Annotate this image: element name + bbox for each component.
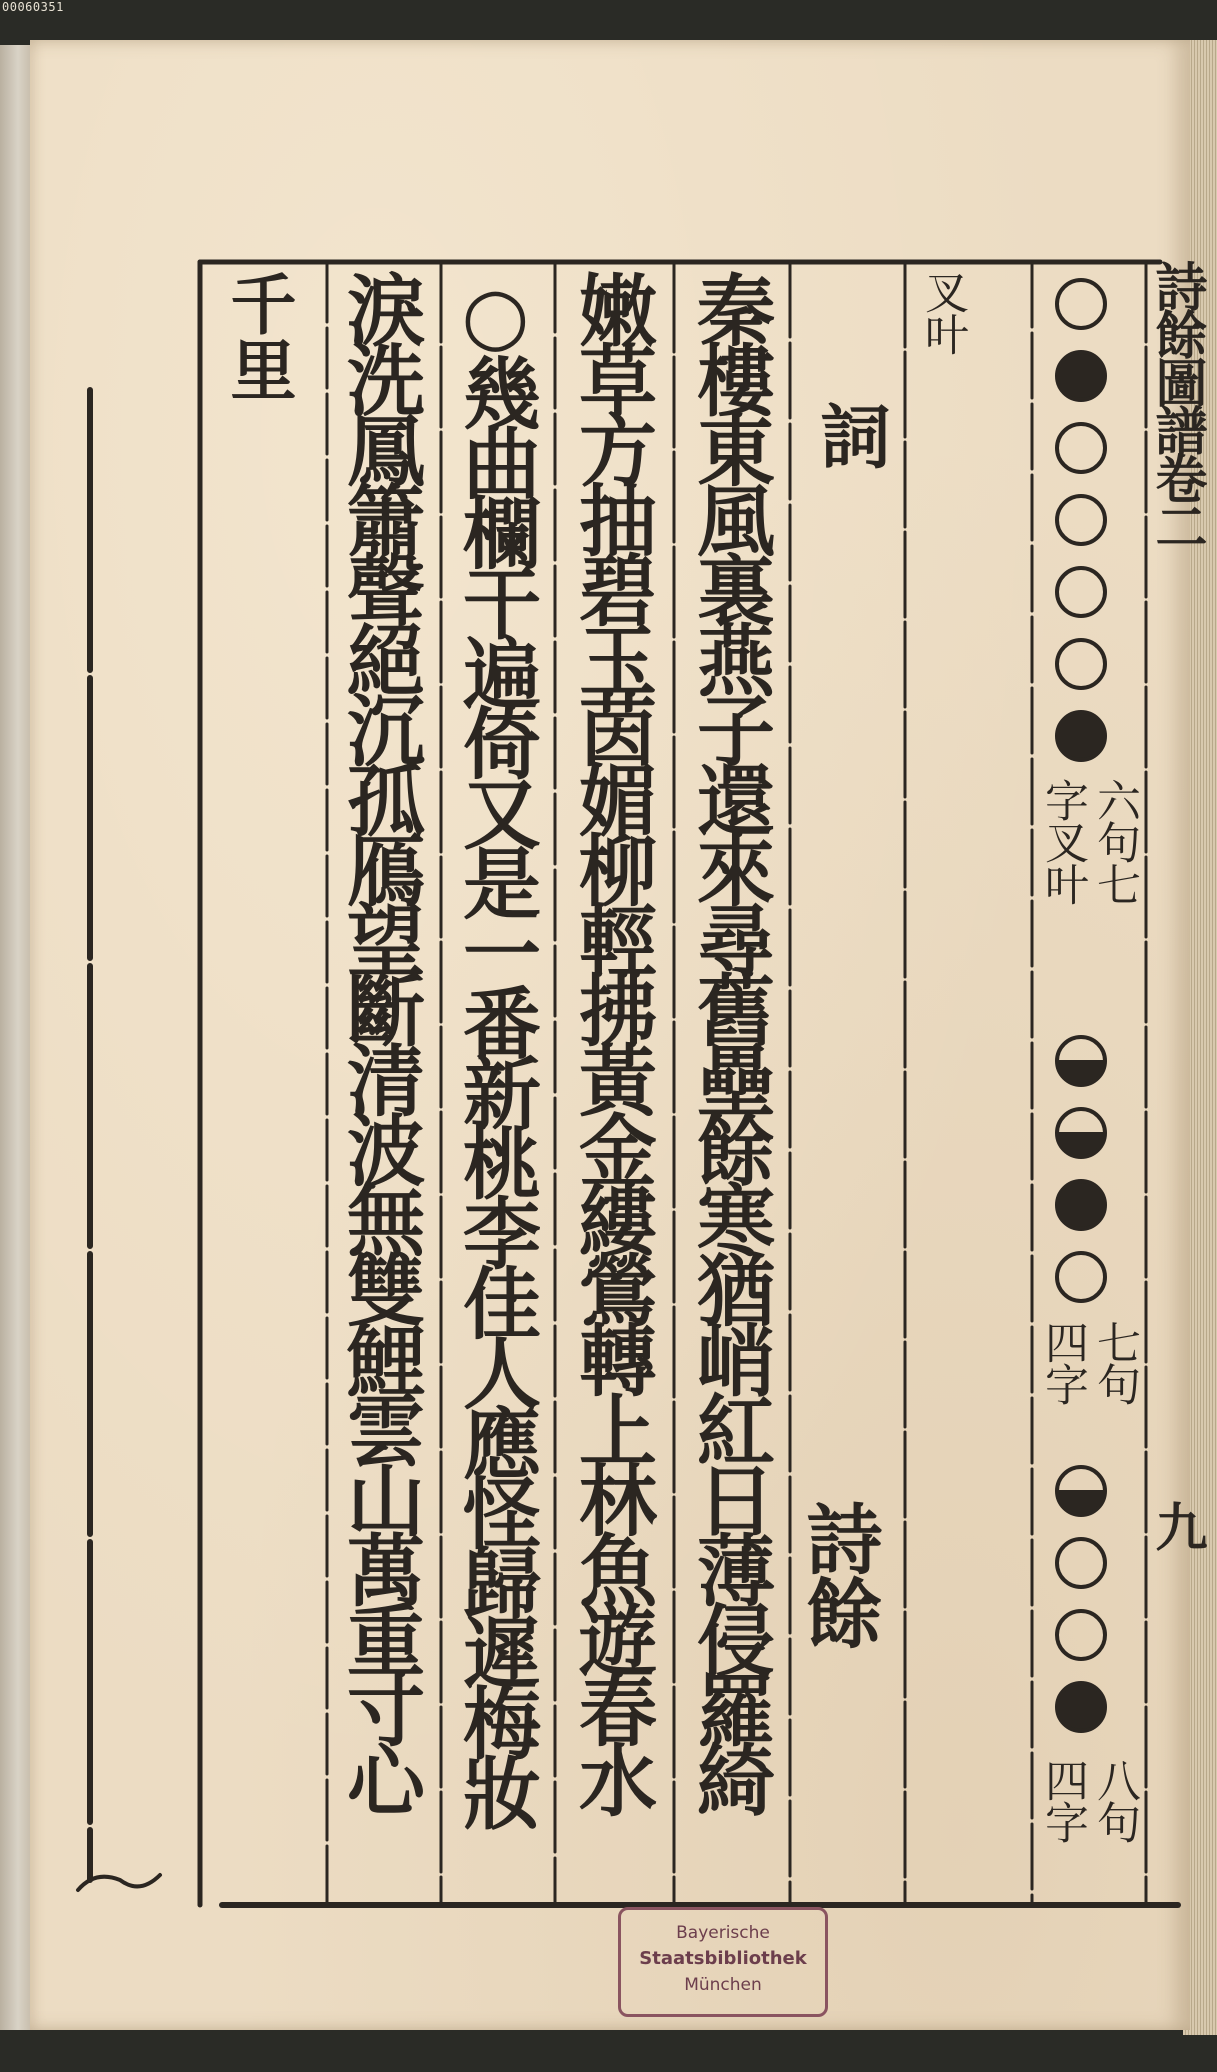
stamp-line: Bayerische xyxy=(676,1923,770,1943)
tone-circle-half xyxy=(1055,1107,1107,1159)
scan-id: 00060351 xyxy=(2,0,64,14)
tone-circle-open xyxy=(1055,1609,1107,1661)
tone-circle-open xyxy=(1055,638,1107,690)
tone-circle-filled xyxy=(1055,350,1107,402)
tone-circle-open xyxy=(1055,422,1107,474)
tone-circle-half xyxy=(1055,1465,1107,1517)
tone-circle-open xyxy=(1055,566,1107,618)
tone-note-line: 四字 xyxy=(1037,1758,1088,1842)
stamp-line: München xyxy=(684,1975,762,1995)
tone-circle-open xyxy=(1055,494,1107,546)
genre-label: 詩餘 xyxy=(794,1500,883,1648)
text-column: ○幾曲欄干遍倚又是一番新桃李佳人應怪歸遲梅妝 xyxy=(450,270,541,1823)
tone-circle-half xyxy=(1055,1035,1107,1087)
heading: 詞 xyxy=(809,400,892,462)
tone-circle-filled xyxy=(1055,710,1107,762)
text-column: 嫩草方抽碧玉茵媚柳輕拂黃金縷鶯轉上林魚遊春水 xyxy=(566,270,657,1810)
header-fragment: 詩餘圖譜卷二 xyxy=(1146,260,1207,548)
tone-note-line: 六句七 xyxy=(1089,778,1140,904)
page-number: 九 xyxy=(1146,1500,1207,1548)
tone-circle-open xyxy=(1055,278,1107,330)
tone-note-line: 七句 xyxy=(1089,1320,1140,1404)
left-page-edge xyxy=(0,45,30,2030)
rhyme-note: 叉叶 xyxy=(917,270,968,354)
library-stamp xyxy=(618,1907,828,2017)
tone-note-line: 四字 xyxy=(1037,1320,1088,1404)
tone-circle-open xyxy=(1055,1251,1107,1303)
tone-note-line: 字叉叶 xyxy=(1037,778,1088,904)
text-column: 淚洗鳳簫聲絕沉孤鴈望斷清波無雙鯉雲山萬重寸心 xyxy=(334,270,425,1810)
stamp-line: Staatsbibliothek xyxy=(639,1948,807,1969)
text-column: 千里 xyxy=(219,270,297,402)
tone-note-line: 八句 xyxy=(1089,1758,1140,1842)
tone-circle-open xyxy=(1055,1537,1107,1589)
text-column: 秦樓東風裏燕子還來尋舊壘餘寒猶峭紅日薄侵羅綺 xyxy=(684,270,775,1810)
tone-circle-filled xyxy=(1055,1681,1107,1733)
tone-circle-filled xyxy=(1055,1179,1107,1231)
